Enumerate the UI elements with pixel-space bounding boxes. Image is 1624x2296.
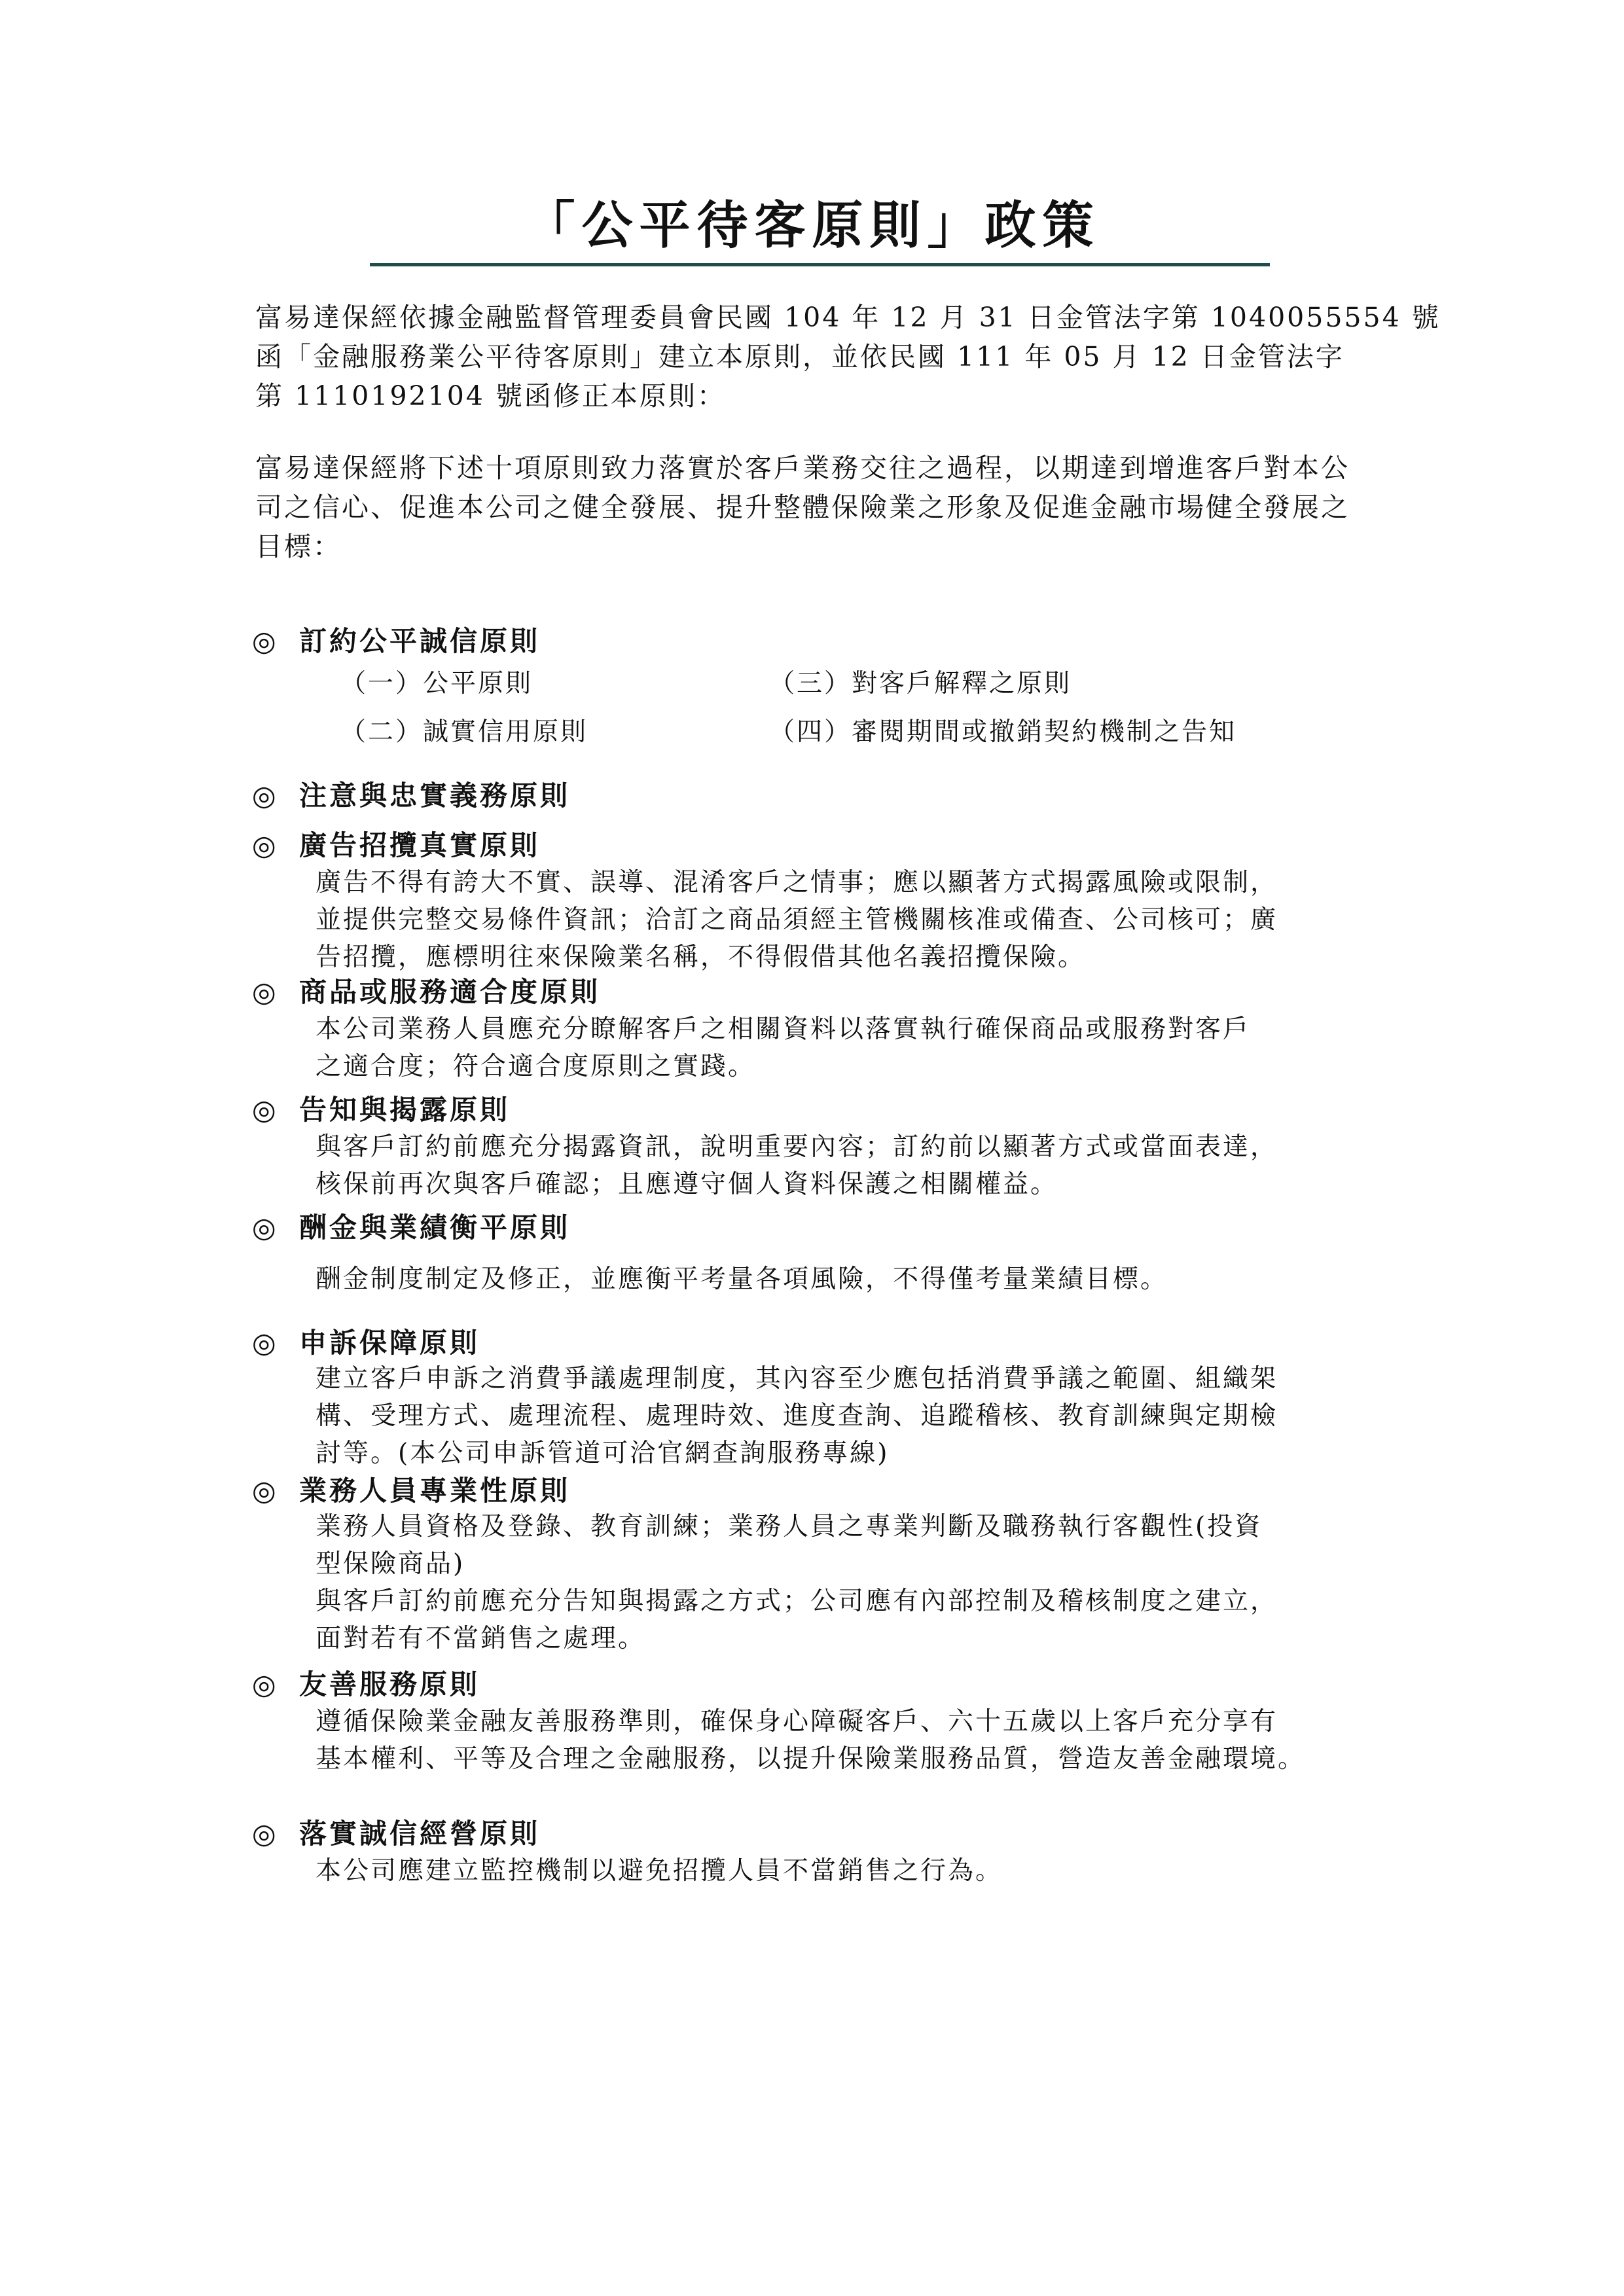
section-title: 訂約公平誠信原則 (299, 625, 541, 657)
section-heading-remuneration (252, 1208, 570, 1247)
section-title: 友善服務原則 (299, 1668, 480, 1700)
body-line: 面對若有不當銷售之處理。 (316, 1624, 646, 1653)
section-heading-professionalism (252, 1471, 570, 1511)
body-line: 廣告不得有誇大不實、誤導、混淆客戶之情事；應以顯著方式揭露風險或限制， (316, 868, 1278, 897)
section-title: 商品或服務適合度原則 (299, 976, 601, 1008)
body-line: 建立客戶申訴之消費爭議處理制度，其內容至少應包括消費爭議之範圍、組織架 (316, 1364, 1278, 1393)
intro-line: 富易達保經將下述十項原則致力落實於客戶業務交往之過程，以期達到增進客戶對本公 (255, 452, 1350, 484)
bullet-symbol: ◎ (252, 1211, 279, 1244)
intro-paragraph-purpose (255, 448, 1401, 566)
section-title: 酬金與業績衡平原則 (299, 1211, 571, 1244)
body-line: 討等。(本公司申訴管道可洽官網查詢服務專線) (316, 1439, 890, 1468)
section-heading-complaints (252, 1323, 480, 1363)
section-title: 落實誠信經營原則 (299, 1818, 541, 1850)
body-line: 業務人員資格及登錄、教育訓練；業務人員之專業判斷及職務執行客觀性(投資 (316, 1512, 1263, 1541)
body-line: 本公司應建立監控機制以避免招攬人員不當銷售之行為。 (316, 1856, 1003, 1886)
bullet-symbol: ◎ (252, 1475, 279, 1507)
section-heading-advertising (252, 826, 540, 865)
section-title: 業務人員專業性原則 (299, 1475, 571, 1507)
sub-item-good-faith: （二）誠實信用原則 (340, 717, 588, 747)
bullet-symbol: ◎ (252, 1327, 279, 1359)
section-body-remuneration (316, 1261, 1389, 1298)
body-line: 型保險商品) (316, 1549, 465, 1579)
section-body-complaints (316, 1360, 1389, 1472)
section-title: 申訴保障原則 (299, 1327, 480, 1359)
body-line: 酬金制度制定及修正，並應衡平考量各項風險，不得僅考量業績目標。 (316, 1265, 1168, 1294)
bullet-symbol: ◎ (252, 1094, 279, 1126)
section-heading-disclosure (252, 1090, 510, 1130)
section-body-disclosure (316, 1128, 1389, 1203)
sub-item-fairness: （一）公平原則 (340, 669, 533, 698)
bullet-symbol: ◎ (252, 1818, 279, 1850)
section-heading-suitability (252, 973, 600, 1012)
bullet-symbol: ◎ (252, 976, 279, 1008)
section-heading-friendly-service (252, 1665, 480, 1704)
body-line: 本公司業務人員應充分瞭解客戶之相關資料以落實執行確保商品或服務對客戶 (316, 1014, 1251, 1044)
body-line: 基本權利、平等及合理之金融服務，以提升保險業服務品質，營造友善金融環境。 (316, 1744, 1306, 1774)
section-heading-due-care (252, 776, 570, 816)
section-body-integrity (316, 1852, 1389, 1890)
intro-line: 第 1110192104 號函修正本原則： (255, 380, 726, 412)
body-line: 告招攬，應標明往來保險業名稱，不得假借其他名義招攬保險。 (316, 942, 1086, 972)
body-line: 核保前再次與客戶確認；且應遵守個人資料保護之相關權益。 (316, 1170, 1058, 1199)
section-title: 告知與揭露原則 (299, 1094, 511, 1126)
bullet-symbol: ◎ (252, 625, 279, 657)
section-heading-fair-contract (252, 622, 540, 661)
body-line: 構、受理方式、處理流程、處理時效、進度查詢、追蹤稽核、教育訓練與定期檢 (316, 1401, 1278, 1431)
section-body-friendly-service (316, 1703, 1389, 1778)
body-line: 之適合度；符合適合度原則之實踐。 (316, 1052, 756, 1081)
section-heading-integrity (252, 1814, 540, 1854)
bullet-symbol: ◎ (252, 780, 279, 812)
section-body-professionalism (316, 1508, 1389, 1657)
bullet-symbol: ◎ (252, 829, 279, 861)
body-line: 與客戶訂約前應充分揭露資訊，說明重要內容；訂約前以顯著方式或當面表達， (316, 1132, 1278, 1162)
section-title: 注意與忠實義務原則 (299, 780, 571, 812)
sub-item-explanation: （三）對客戶解釋之原則 (769, 669, 1072, 698)
intro-line: 富易達保經依據金融監督管理委員會民國 104 年 12 月 31 日金管法字第 1040055554 號 (255, 302, 1441, 333)
section-body-advertising (316, 864, 1389, 976)
title-underline (370, 263, 1270, 266)
intro-line: 函「金融服務業公平待客原則」建立本原則，並依民國 111 年 05 月 12 日金管法字 (255, 341, 1344, 372)
section-title: 廣告招攬真實原則 (299, 829, 541, 861)
intro-paragraph-legal-basis (255, 298, 1441, 416)
sub-item-review-period: （四）審閱期間或撤銷契約機制之告知 (769, 717, 1237, 747)
intro-line: 司之信心、促進本公司之健全發展、提升整體保險業之形象及促進金融市場健全發展之 (255, 492, 1350, 523)
body-line: 與客戶訂約前應充分告知與揭露之方式；公司應有內部控制及稽核制度之建立， (316, 1587, 1278, 1616)
intro-line: 目標： (255, 531, 342, 562)
bullet-symbol: ◎ (252, 1668, 279, 1700)
body-line: 遵循保險業金融友善服務準則，確保身心障礙客戶、六十五歲以上客戶充分享有 (316, 1707, 1278, 1736)
body-line: 並提供完整交易條件資訊；洽訂之商品須經主管機關核准或備查、公司核可；廣 (316, 905, 1278, 935)
page-title: 「公平待客原則」政策 (524, 196, 1100, 255)
section-body-suitability (316, 1011, 1389, 1085)
